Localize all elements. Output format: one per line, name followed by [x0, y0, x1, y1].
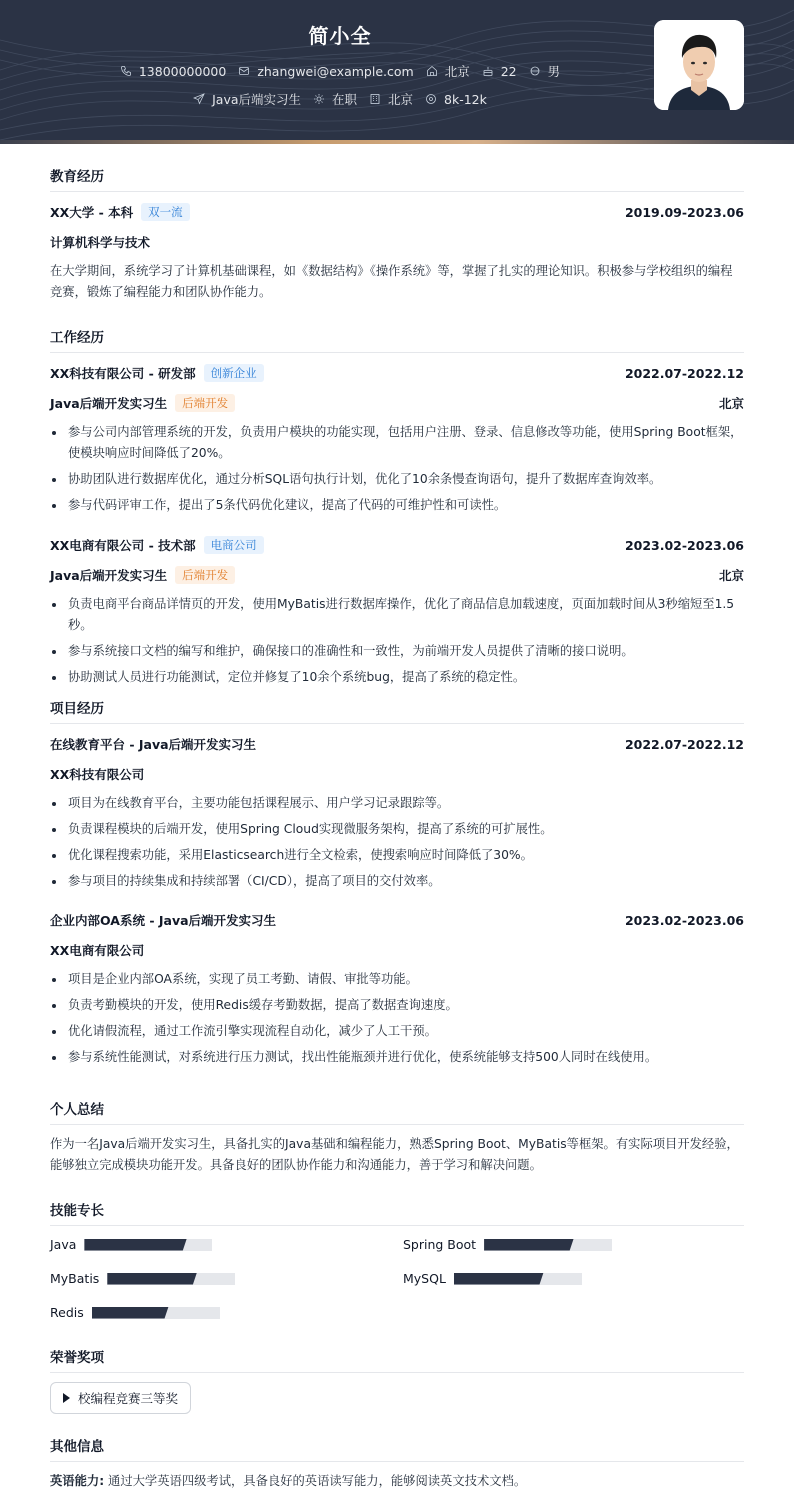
skill-name: MySQL — [403, 1271, 446, 1286]
job-city: 北京 — [718, 568, 744, 583]
project-company: XX科技有限公司 — [50, 767, 145, 782]
cake-icon — [482, 65, 494, 77]
skill-name: Spring Boot — [403, 1237, 477, 1252]
contact-row — [0, 62, 680, 80]
age-item — [482, 64, 517, 79]
skill-level-bar — [484, 1239, 612, 1251]
skills-section-title: 技能专长 — [50, 1199, 744, 1226]
english-text: 通过大学英语四级考试，具备良好的英语读写能力，能够阅读英文技术文档。 — [108, 1474, 527, 1488]
award-item[interactable] — [50, 1382, 191, 1414]
skill-item — [50, 1237, 212, 1252]
project-name: 企业内部OA系统 - Java后端开发实习生 — [50, 913, 277, 928]
project-header-row — [50, 735, 744, 753]
job-header-row — [50, 364, 744, 382]
target-role-text: Java后端实习生 — [212, 92, 301, 107]
project-company: XX电商有限公司 — [50, 943, 145, 958]
skill-level-bar — [454, 1273, 582, 1285]
job-role-row — [50, 394, 744, 412]
job-bullets — [50, 594, 744, 693]
school-tag: 双一流 — [141, 203, 190, 221]
skill-item — [50, 1271, 235, 1286]
list-item: 项目是企业内部OA系统，实现了员工考勤、请假、审批等功能。 — [50, 969, 744, 990]
phone-item[interactable] — [120, 64, 226, 79]
job-period: 2023.02-2023.06 — [624, 537, 744, 553]
job-role: Java后端开发实习生 — [50, 396, 168, 411]
gear-icon — [313, 93, 325, 105]
salary-text: 8k-12k — [444, 91, 487, 107]
skill-level-bar — [92, 1307, 220, 1319]
location-text: 北京 — [444, 64, 470, 79]
home-icon — [426, 65, 438, 77]
skill-item — [50, 1305, 220, 1320]
skill-level-fill — [84, 1239, 186, 1251]
list-item: 参与公司内部管理系统的开发，负责用户模块的功能实现，包括用户注册、登录、信息修改等功能，使用Spring Boot框架，使模块响应时间降低了20%。 — [50, 422, 744, 464]
other-section-title: 其他信息 — [50, 1435, 744, 1462]
skill-level-fill — [454, 1273, 544, 1285]
skill-item — [403, 1271, 582, 1286]
target-role-item — [193, 90, 301, 108]
portrait-icon — [654, 20, 744, 110]
project-header-row — [50, 911, 744, 929]
list-item: 协助测试人员进行功能测试，定位并修复了10余个系统bug，提高了系统的稳定性。 — [50, 667, 744, 688]
coin-icon — [425, 93, 437, 105]
projects-section-title: 项目经历 — [50, 697, 744, 724]
candidate-name: 简小全 — [308, 24, 372, 48]
job-intent-row — [0, 90, 680, 108]
job-header-row — [50, 536, 744, 554]
summary-text: 作为一名Java后端开发实习生，具备扎实的Java基础和编程能力，熟悉Spring Boot、MyBatis等框架。有实际项目开发经验，能够独立完成模块功能开发。具备良好的团队协作能力和沟通能力，善于学习和解决问题。 — [50, 1137, 739, 1172]
project-bullets — [50, 793, 744, 897]
email-text: zhangwei@example.com — [257, 63, 414, 79]
work-section-title: 工作经历 — [50, 326, 744, 353]
major-name: 计算机科学与技术 — [50, 235, 151, 250]
job-city: 北京 — [718, 396, 744, 411]
target-city-text: 北京 — [388, 92, 414, 107]
location-item — [426, 62, 470, 80]
project-company-row — [50, 765, 744, 783]
role-tag: 后端开发 — [175, 566, 235, 584]
education-section-title: 教育经历 — [50, 165, 744, 192]
phone-icon — [120, 65, 132, 77]
salary-item — [425, 92, 487, 107]
skill-item — [403, 1237, 612, 1252]
education-period: 2019.09-2023.06 — [624, 204, 744, 220]
job-role: Java后端开发实习生 — [50, 568, 168, 583]
job-role-row — [50, 566, 744, 584]
job-bullets — [50, 422, 744, 521]
list-item: 负责电商平台商品详情页的开发，使用MyBatis进行数据库操作，优化了商品信息加载速度，页面加载时间从3秒缩短至1.5秒。 — [50, 594, 744, 636]
building-icon — [369, 93, 381, 105]
target-city-item — [369, 90, 413, 108]
status-item — [313, 90, 357, 108]
other-info-line — [50, 1471, 744, 1492]
award-text: 校编程竞赛三等奖 — [78, 1391, 179, 1406]
list-item: 参与系统接口文档的编写和维护，确保接口的准确性和一致性，为前端开发人员提供了清晰的接口说明。 — [50, 641, 744, 662]
list-item: 项目为在线教育平台，主要功能包括课程展示、用户学习记录跟踪等。 — [50, 793, 744, 814]
gender-item — [529, 62, 561, 80]
avatar — [654, 20, 744, 110]
skill-level-bar — [84, 1239, 212, 1251]
job-company: XX电商有限公司 - 技术部 — [50, 538, 196, 553]
company-tag: 创新企业 — [204, 364, 264, 382]
project-name: 在线教育平台 - Java后端开发实习生 — [50, 737, 257, 752]
school-name: XX大学 - 本科 — [50, 205, 134, 220]
summary-section-title: 个人总结 — [50, 1098, 744, 1125]
gender-text: 男 — [547, 64, 561, 79]
project-period: 2022.07-2022.12 — [624, 736, 744, 752]
skill-name: Redis — [50, 1305, 84, 1320]
company-tag: 电商公司 — [204, 536, 264, 554]
major-row — [50, 233, 744, 251]
job-period: 2022.07-2022.12 — [624, 365, 744, 381]
role-tag: 后端开发 — [175, 394, 235, 412]
list-item: 优化课程搜索功能，采用Elasticsearch进行全文检索，使搜索响应时间降低了30%。 — [50, 845, 744, 866]
status-text: 在职 — [332, 92, 358, 107]
project-company-row — [50, 941, 744, 959]
skill-level-fill — [107, 1273, 197, 1285]
education-header-row — [50, 203, 744, 221]
play-triangle-icon — [63, 1393, 70, 1403]
mail-icon — [238, 65, 250, 77]
project-period: 2023.02-2023.06 — [624, 912, 744, 928]
skill-level-bar — [107, 1273, 235, 1285]
skill-level-fill — [92, 1307, 169, 1319]
list-item: 负责课程模块的后端开发，使用Spring Cloud实现微服务架构，提高了系统的可扩展性。 — [50, 819, 744, 840]
skill-name: MyBatis — [50, 1271, 100, 1286]
email-item[interactable] — [238, 64, 413, 79]
list-item: 协助团队进行数据库优化，通过分析SQL语句执行计划，优化了10余条慢查询语句，提升了数据库查询效率。 — [50, 469, 744, 490]
header-accent-bar — [0, 140, 794, 144]
list-item: 参与项目的持续集成和持续部署（CI/CD），提高了项目的交付效率。 — [50, 871, 744, 892]
project-bullets — [50, 969, 744, 1073]
skill-name: Java — [50, 1237, 77, 1252]
resume-header — [0, 0, 794, 140]
age-text: 22 — [500, 63, 517, 79]
phone-text: 13800000000 — [138, 63, 227, 79]
list-item: 参与代码评审工作，提出了5条代码优化建议，提高了代码的可维护性和可读性。 — [50, 495, 744, 516]
job-company: XX科技有限公司 - 研发部 — [50, 366, 196, 381]
send-icon — [193, 93, 205, 105]
english-label: 英语能力: — [50, 1474, 105, 1488]
list-item: 负责考勤模块的开发，使用Redis缓存考勤数据，提高了数据查询速度。 — [50, 995, 744, 1016]
gender-icon — [529, 65, 541, 77]
list-item: 参与系统性能测试，对系统进行压力测试，找出性能瓶颈并进行优化，使系统能够支持500人同时在线使用。 — [50, 1047, 744, 1068]
skill-level-fill — [484, 1239, 574, 1251]
list-item: 优化请假流程，通过工作流引擎实现流程自动化，减少了人工干预。 — [50, 1021, 744, 1042]
awards-section-title: 荣誉奖项 — [50, 1346, 744, 1373]
education-description: 在大学期间，系统学习了计算机基础课程，如《数据结构》《操作系统》等，掌握了扎实的理论知识。积极参与学校组织的编程竞赛，锻炼了编程能力和团队协作能力。 — [50, 264, 733, 299]
